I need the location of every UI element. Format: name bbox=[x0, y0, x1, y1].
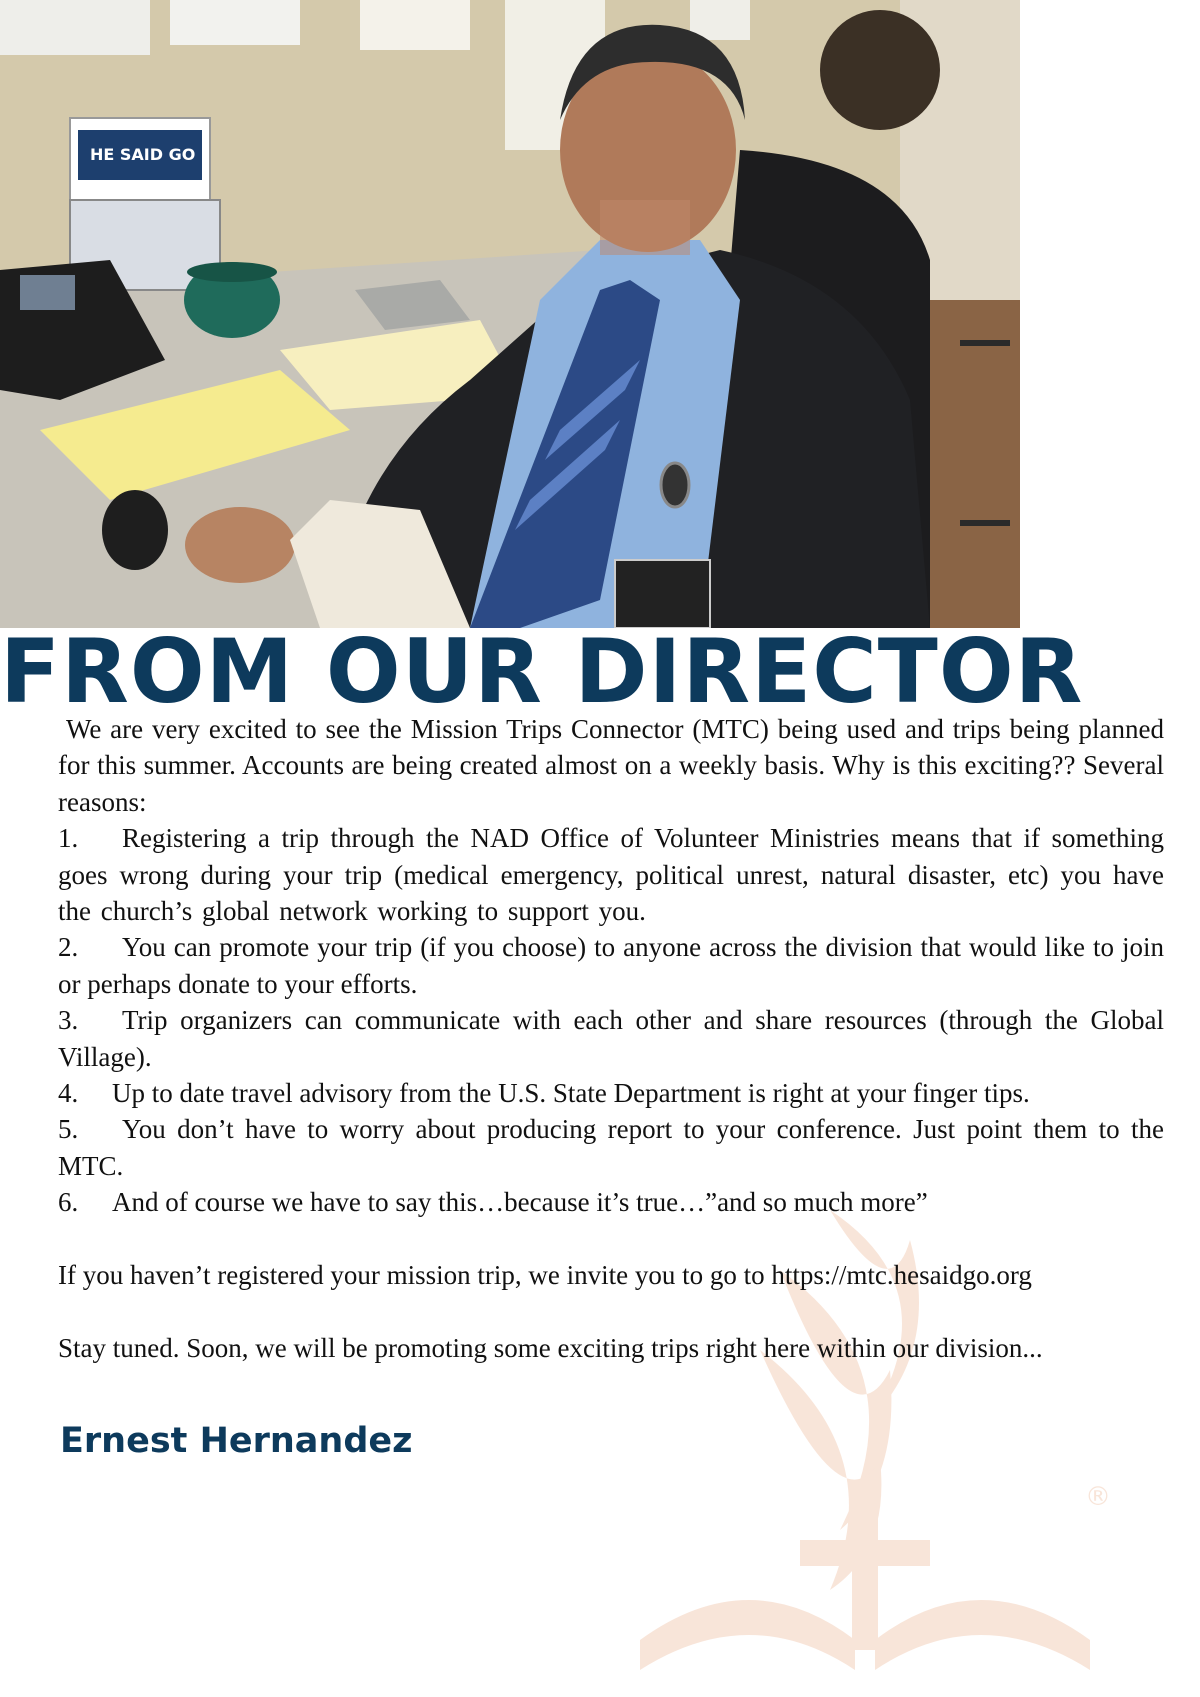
reason-text: You don’t have to worry about producing report to your conference. Just point them to the MTC. bbox=[58, 1114, 1164, 1181]
reason-text: Up to date travel advisory from the U.S. State Department is right at your finger tips. bbox=[112, 1078, 1030, 1109]
reason-item-6 bbox=[58, 1184, 1164, 1220]
reason-item-1 bbox=[58, 820, 1164, 929]
reason-item-3 bbox=[58, 1002, 1164, 1075]
reason-item-5 bbox=[58, 1111, 1164, 1184]
reason-number: 6. bbox=[58, 1187, 79, 1218]
page-headline: FROM OUR DIRECTOR bbox=[0, 620, 1084, 723]
closing-paragraph: Stay tuned. Soon, we will be promoting some exciting trips right here within our division... bbox=[58, 1332, 1043, 1363]
reason-number: 5. bbox=[58, 1114, 79, 1145]
reason-number: 4. bbox=[58, 1078, 79, 1109]
reason-text: And of course we have to say this…because it’s true…”and so much more” bbox=[112, 1187, 928, 1218]
reason-number: 1. bbox=[58, 823, 79, 854]
reason-number: 2. bbox=[58, 932, 79, 963]
reason-item-2 bbox=[58, 929, 1164, 1002]
reason-text: Registering a trip through the NAD Office of Volunteer Ministries means that if something goes wrong during your trip (medical emergency, political unrest, natural disaster, etc) you have the church’s global network working to support you. bbox=[58, 823, 1164, 927]
reason-text: Trip organizers can communicate with each other and share resources (through the Global Village). bbox=[58, 1005, 1164, 1072]
director-signature: Ernest Hernandez bbox=[60, 1421, 413, 1461]
intro-paragraph: We are very excited to see the Mission Trips Connector (MTC) being used and trips being planned for this summer. Accounts are being created almost on a weekly basis. Why is this exciting?? Several reasons: bbox=[58, 714, 1164, 817]
invite-paragraph: If you haven’t registered your mission trip, we invite you to go to https://mtc.hesaidgo.org bbox=[58, 1260, 1032, 1291]
reason-text: You can promote your trip (if you choose) to anyone across the division that would like to join or perhaps donate to your efforts. bbox=[58, 932, 1164, 999]
registered-mark: ® bbox=[1085, 1482, 1111, 1512]
poster-text: HE SAID GO bbox=[90, 145, 196, 164]
reason-number: 3. bbox=[58, 1005, 79, 1036]
director-photo bbox=[0, 0, 1108, 628]
director-photo-illustration bbox=[0, 0, 1108, 628]
letter-body bbox=[58, 711, 1164, 1366]
paragraph-gap bbox=[58, 1293, 1164, 1329]
reason-item-4 bbox=[58, 1075, 1164, 1111]
paragraph-gap bbox=[58, 1221, 1164, 1257]
